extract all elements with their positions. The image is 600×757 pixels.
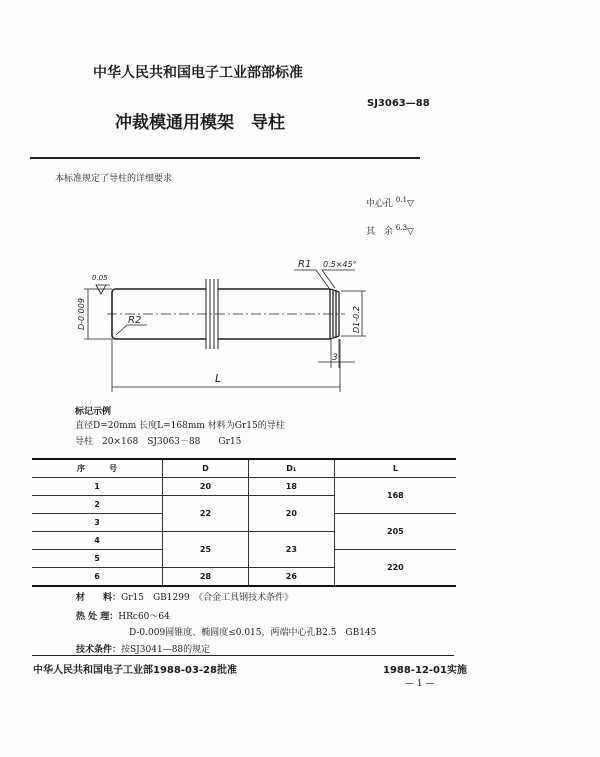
standard-code: SJ3063—88 [367,98,430,109]
row-seq: 2 [32,496,163,514]
intro-text: 本标准规定了导柱的详细要求 [55,174,173,184]
cell-d1: 20 [248,496,334,532]
cell-d1: 26 [248,568,334,587]
dimension-table [32,458,456,587]
issuing-org: 中华人民共和国电子工业部部标准 [93,65,303,81]
approval-date: 中华人民共和国电子工业部1988-03-28批准 [33,665,237,676]
row-seq: 3 [32,514,163,532]
roughness-center-hole: 中心孔 $^{0.1}$▽ [366,196,414,209]
row-seq: 1 [32,478,163,496]
cell-d: 28 [163,568,249,587]
length-dimension: L [215,372,222,385]
technical-conditions: 技术条件：按SJ3041—88的规定 [76,645,211,655]
row-seq: 6 [32,568,163,587]
tolerance-spec: D-0.009圆锥度、椭圆度≤0.015，两端中心孔B2.5 GB145 [129,628,377,638]
groove-dimension: 3 [332,353,338,363]
heat-treatment-spec: 热 处 理：HRc60～64 [76,612,170,622]
example-line2: 导柱 20×168 SJ3063－88 Gr15 [75,437,242,447]
example-heading: 标记示例 [75,407,112,417]
row-seq: 5 [32,550,163,568]
header-seq: 序 号 [32,459,163,478]
cell-d: 25 [163,532,249,568]
header-l: L [334,459,456,478]
cell-d1: 23 [248,532,334,568]
cell-d: 20 [163,478,249,496]
d-dimension: D-0.009 [77,298,86,330]
chamfer-label: 0.5×45° [323,260,357,269]
header-d1: D₁ [248,459,334,478]
cell-l: 205 [334,514,456,550]
cell-d1: 18 [248,478,334,496]
cell-d: 22 [163,496,249,532]
d1-dimension: D1-0.2 [352,306,361,333]
cell-l: 168 [334,478,456,514]
material-spec: 材 料：Gr15 GB1299 《合金工具钢技术条件》 [76,593,294,603]
page-number: — 1 — [405,679,435,689]
r2-label: R2 [128,315,142,326]
cell-l: 220 [334,550,456,587]
roughness-other: 其 余 $^{6.3}$▽ [366,224,414,237]
example-line1: 直径D=20mm 长度L=168mm 材料为Gr15的导柱 [75,421,285,431]
footer-rule [32,655,454,656]
surface-mark: 0.05 [92,274,108,282]
effective-date: 1988-12-01实施 [383,665,467,676]
header-d: D [163,459,249,478]
r1-label: R1 [298,259,312,270]
row-seq: 4 [32,532,163,550]
page-title: 冲裁模通用模架 导柱 [115,113,285,133]
